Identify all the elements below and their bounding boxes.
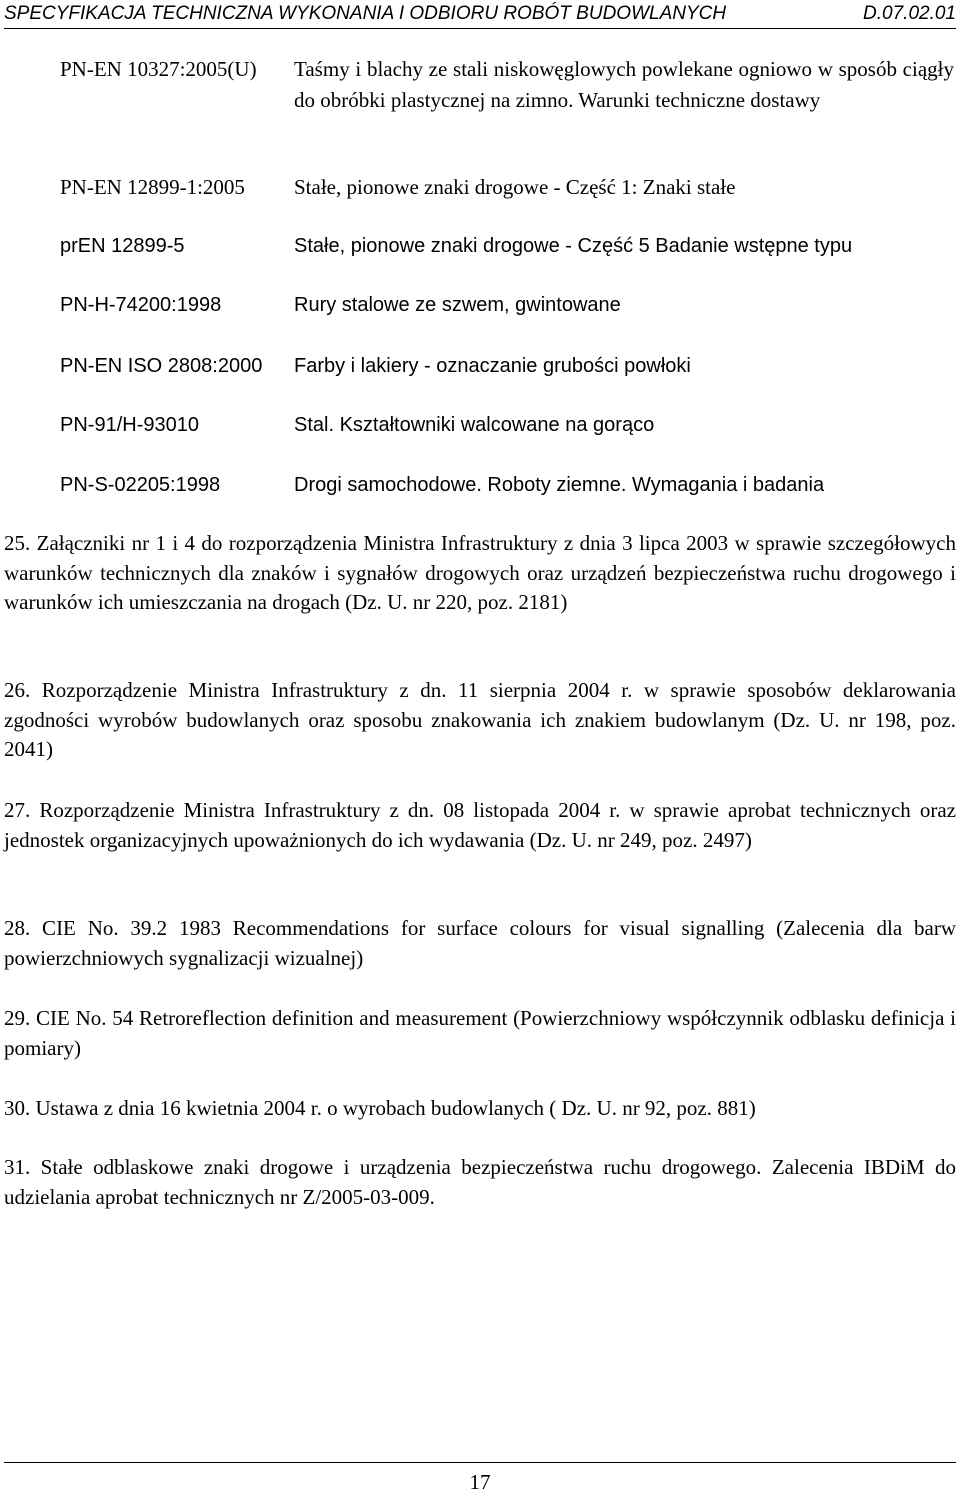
reference-item: 29. CIE No. 54 Retroreflection definition and measurement (Powierzchniowy współczynnik odblasku definicja i pomiary) xyxy=(4,1006,956,1060)
standard-description: Stałe, pionowe znaki drogowe - Część 5 Badanie wstępne typu xyxy=(294,235,853,257)
standard-description: Drogi samochodowe. Roboty ziemne. Wymagania i badania xyxy=(294,474,825,496)
standard-description: Stałe, pionowe znaki drogowe - Część 1: Znaki stałe xyxy=(294,175,736,199)
reference-item: 28. CIE No. 39.2 1983 Recommendations for surface colours for visual signalling (Zalecenia dla barw powierzchniowych sygnalizacji wizualnej) xyxy=(4,916,956,970)
reference-item: 26. Rozporządzenie Ministra Infrastruktury z dn. 11 sierpnia 2004 r. w sprawie sposobów deklarowania zgodności wyrobów budowlanych oraz sposobu znakowania ich znakiem budowlanym (Dz. U. nr 198, poz. 2041) xyxy=(4,678,956,761)
standard-code: PN-91/H-93010 xyxy=(60,414,199,436)
standard-code: PN-EN 10327:2005(U) xyxy=(60,57,257,81)
standard-description: Stal. Kształtowniki walcowane na gorąco xyxy=(294,414,655,436)
reference-item: 25. Załączniki nr 1 i 4 do rozporządzenia Ministra Infrastruktury z dnia 3 lipca 2003 w sprawie szczegółowych warunków technicznych dla znaków i sygnałów drogowych oraz urządzeń bezpieczeństwa ruchu drogowego i warunków ich umieszczania na drogach (Dz. U. nr 220, poz. 2181) xyxy=(4,531,956,614)
reference-item: 31. Stałe odblaskowe znaki drogowe i urządzenia bezpieczeństwa ruchu drogowego. Zalecenia IBDiM do udzielania aprobat technicznych nr Z/2005-03-009. xyxy=(4,1155,956,1209)
standard-code: PN-S-02205:1998 xyxy=(60,474,221,496)
standard-code: PN-EN ISO 2808:2000 xyxy=(60,355,263,377)
header-document-code: D.07.02.01 xyxy=(863,3,956,24)
reference-item: 30. Ustawa z dnia 16 kwietnia 2004 r. o wyrobach budowlanych ( Dz. U. nr 92, poz. 881) xyxy=(4,1096,756,1120)
standard-code: PN-H-74200:1998 xyxy=(60,294,222,316)
header-title: SPECYFIKACJA TECHNICZNA WYKONANIA I ODBIORU ROBÓT BUDOWLANYCH xyxy=(4,3,727,24)
standard-code: PN-EN 12899-1:2005 xyxy=(60,175,245,199)
page-number: 17 xyxy=(469,1470,491,1494)
standard-description: Rury stalowe ze szwem, gwintowane xyxy=(294,294,621,316)
standard-description: Taśmy i blachy ze stali niskowęglowych powlekane ogniowo w sposób ciągły do obróbki plastycznej na zimno. Warunki techniczne dostawy xyxy=(294,57,954,112)
standard-code: prEN 12899-5 xyxy=(60,235,185,257)
page-header xyxy=(4,2,956,29)
reference-item: 27. Rozporządzenie Ministra Infrastruktury z dn. 08 listopada 2004 r. w sprawie aprobat technicznych oraz jednostek organizacyjnych upoważnionych do ich wydawania (Dz. U. nr 249, poz. 2497) xyxy=(4,798,956,852)
footer-divider xyxy=(4,1462,956,1463)
standard-description: Farby i lakiery - oznaczanie grubości powłoki xyxy=(294,355,691,377)
